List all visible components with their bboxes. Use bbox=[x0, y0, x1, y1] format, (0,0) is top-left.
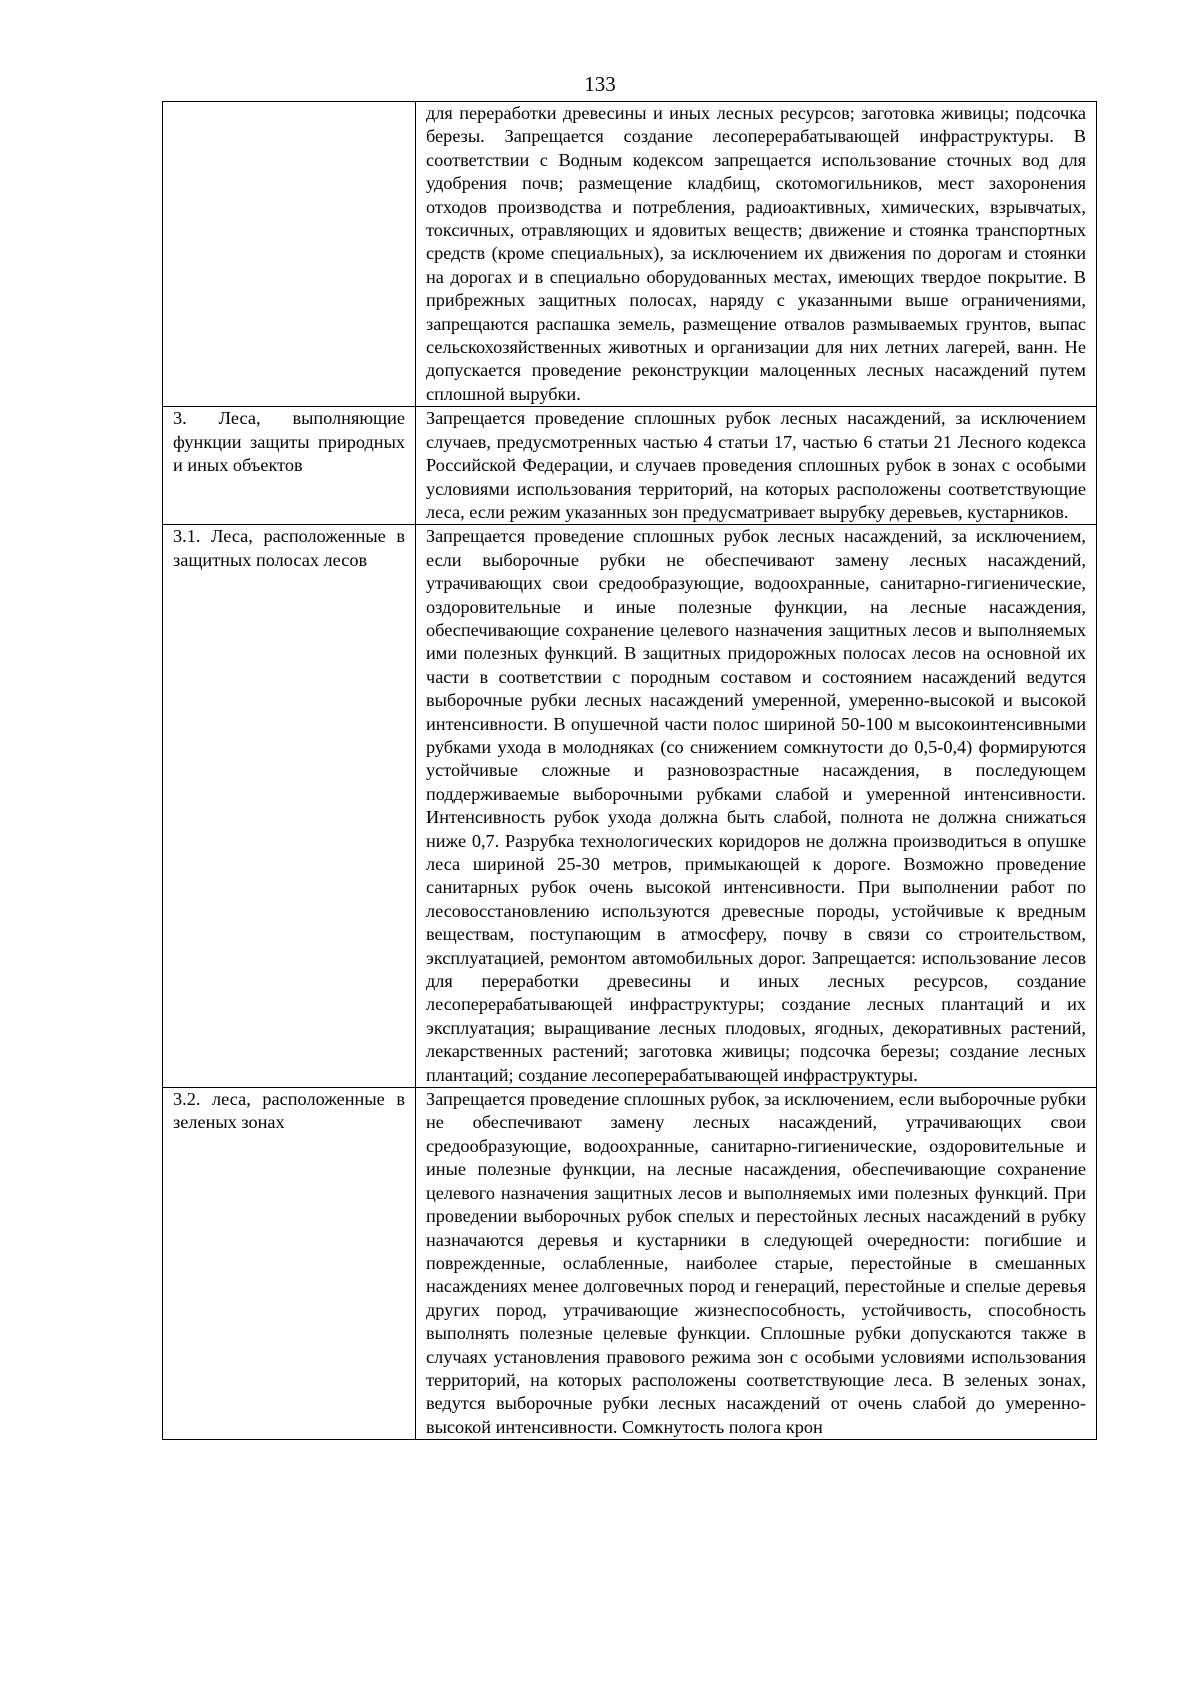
table-row bbox=[163, 1088, 1097, 1440]
category-cell: 3. Леса, выполняющие функции защиты природных и иных объектов bbox=[163, 407, 416, 525]
table-row bbox=[163, 407, 1097, 525]
regulation-text-cell bbox=[416, 1088, 1097, 1440]
forest-regulations-table bbox=[162, 101, 1097, 1440]
regulation-text: Запрещается проведение сплошных рубок лесных насаждений, за исключением, если выборочные рубки не обеспечивают замену лесных насаждений, утрачивающих свои средообразующие, водоохранные, санитарно-гигиенические, оздоровительные и иные полезные функции, на лесные насаждения, обеспечивающие сохранение целевого назначения защитных лесов и выполняемых ими полезных функций. В защитных придорожных полосах лесов на основной их части в соответствии с породным составом и состоянием насаждений ведутся выборочные рубки лесных насаждений умеренной, умеренно-высокой и высокой интенсивности. В опушечной части полос шириной 50-100 м высокоинтенсивными рубками ухода в молодняках (со снижением сомкнутости до 0,5-0,4) формируются устойчивые сложные и разновозрастные насаждения, в последующем поддерживаемые выборочными рубками слабой и умеренной интенсивности. Интенсивность рубок ухода должна быть слабой, полнота не должна снижаться ниже 0,7. Разрубка технологических коридоров не должна производиться в опушке леса шириной 25-30 метров, примыкающей к дороге. Возможно проведение санитарных рубок очень высокой интенсивности. При выполнении работ по лесовосстановлению используются древесные породы, устойчивые к вредным веществам, поступающим в атмосферу, почву в связи со строительством, эксплуатацией, ремонтом автомобильных дорог. Запрещается: использование лесов для переработки древесины и иных лесных ресурсов, создание лесоперерабатывающей инфраструктуры; создание лесных плантаций и их эксплуатация; выращивание лесных плодовых, ягодных, декоративных растений, лекарственных растений; заготовка живицы; подсочка березы; создание лесных плантаций; создание лесоперерабатывающей инфраструктуры. bbox=[426, 526, 1086, 1085]
table-row bbox=[163, 525, 1097, 1088]
regulation-text-cell bbox=[416, 102, 1097, 407]
category-cell bbox=[163, 102, 416, 407]
regulation-text-cell bbox=[416, 407, 1097, 525]
page-number: 133 bbox=[584, 72, 616, 96]
category-cell: 3.2. леса, расположенные в зеленых зонах bbox=[163, 1088, 416, 1440]
regulation-text: Запрещается проведение сплошных рубок, за исключением, если выборочные рубки не обеспечивают замену лесных насаждений, утрачивающих свои средообразующие, водоохранные, санитарно-гигиенические, оздоровительные и иные полезные функции, на лесные насаждения, обеспечивающие сохранение целевого назначения защитных лесов и выполняемых ими полезных функций. При проведении выборочных рубок спелых и перестойных лесных насаждений в рубку назначаются деревья и кустарники в следующей очередности: погибшие и поврежденные, ослабленные, наиболее старые, перестойные в смешанных насаждениях менее долговечных пород и генераций, перестойные и спелые деревья других пород, утрачивающие жизнеспособность, устойчивость, способность выполнять полезные целевые функции. Сплошные рубки допускаются также в случаях установления правового режима зон с особыми условиями использования территорий, на которых расположены соответствующие леса. В зеленых зонах, ведутся выборочные рубки лесных насаждений от очень слабой до умеренно-высокой интенсивности. Сомкнутость полога крон bbox=[426, 1089, 1086, 1437]
regulation-text: Запрещается проведение сплошных рубок лесных насаждений, за исключением случаев, предусмотренных частью 4 статьи 17, частью 6 статьи 21 Лесного кодекса Российской Федерации, и случаев проведения сплошных рубок в зонах с особыми условиями использования территорий, на которых расположены соответствующие леса, если режим указанных зон предусматривает вырубку деревьев, кустарников. bbox=[426, 408, 1086, 522]
category-cell: 3.1. Леса, расположенные в защитных полосах лесов bbox=[163, 525, 416, 1088]
regulation-text-cell bbox=[416, 525, 1097, 1088]
regulation-text: для переработки древесины и иных лесных ресурсов; заготовка живицы; подсочка березы. Запрещается создание лесоперерабатывающей инфраструктуры. В соответствии с Водным кодексом запрещается использование сточных вод для удобрения почв; размещение кладбищ, скотомогильников, мест захоронения отходов производства и потребления, радиоактивных, химических, взрывчатых, токсичных, отравляющих и ядовитых веществ; движение и стоянка транспортных средств (кроме специальных), за исключением их движения по дорогам и стоянки на дорогах и в специально оборудованных местах, имеющих твердое покрытие. В прибрежных защитных полосах, наряду с указанными выше ограничениями, запрещаются распашка земель, размещение отвалов размываемых грунтов, выпас сельскохозяйственных животных и организации для них летних лагерей, ванн. Не допускается проведение реконструкции малоценных лесных насаждений путем сплошной вырубки. bbox=[426, 103, 1086, 404]
table-row bbox=[163, 102, 1097, 407]
